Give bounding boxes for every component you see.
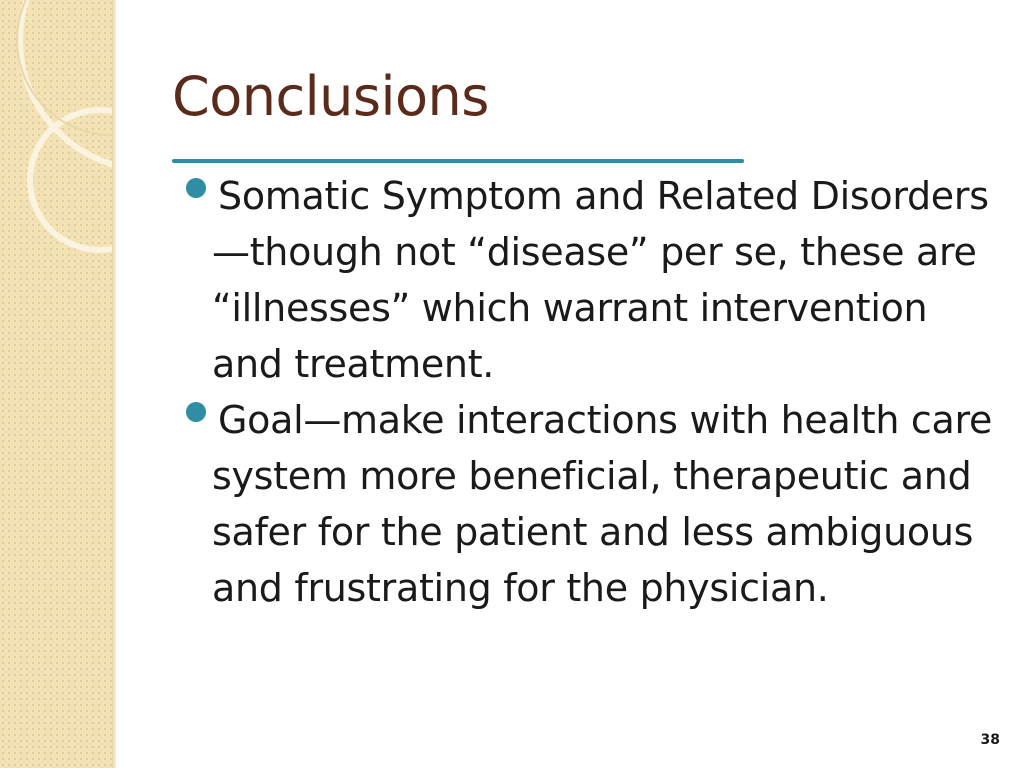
bullet-dot-icon [186, 178, 206, 198]
bullet-item [172, 392, 1002, 616]
side-band-edge [112, 0, 116, 768]
bullet-text: Somatic Symptom and Related Disorders—though not “disease” per se, these are “illnesses” which warrant intervention and treatment. [212, 174, 989, 386]
bullet-dot-icon [186, 402, 206, 422]
decorative-side-band [0, 0, 112, 768]
bullet-item [172, 168, 1002, 392]
bullet-text: Goal—make interactions with health care system more beneficial, therapeutic and safer for the patient and less ambiguous and frustrating for the physician. [212, 398, 993, 610]
title-underline [172, 159, 744, 163]
slide-number: 38 [980, 732, 1000, 748]
bullet-list [172, 168, 1002, 616]
slide-title: Conclusions [172, 65, 489, 128]
decorative-rings-icon [0, 0, 112, 300]
